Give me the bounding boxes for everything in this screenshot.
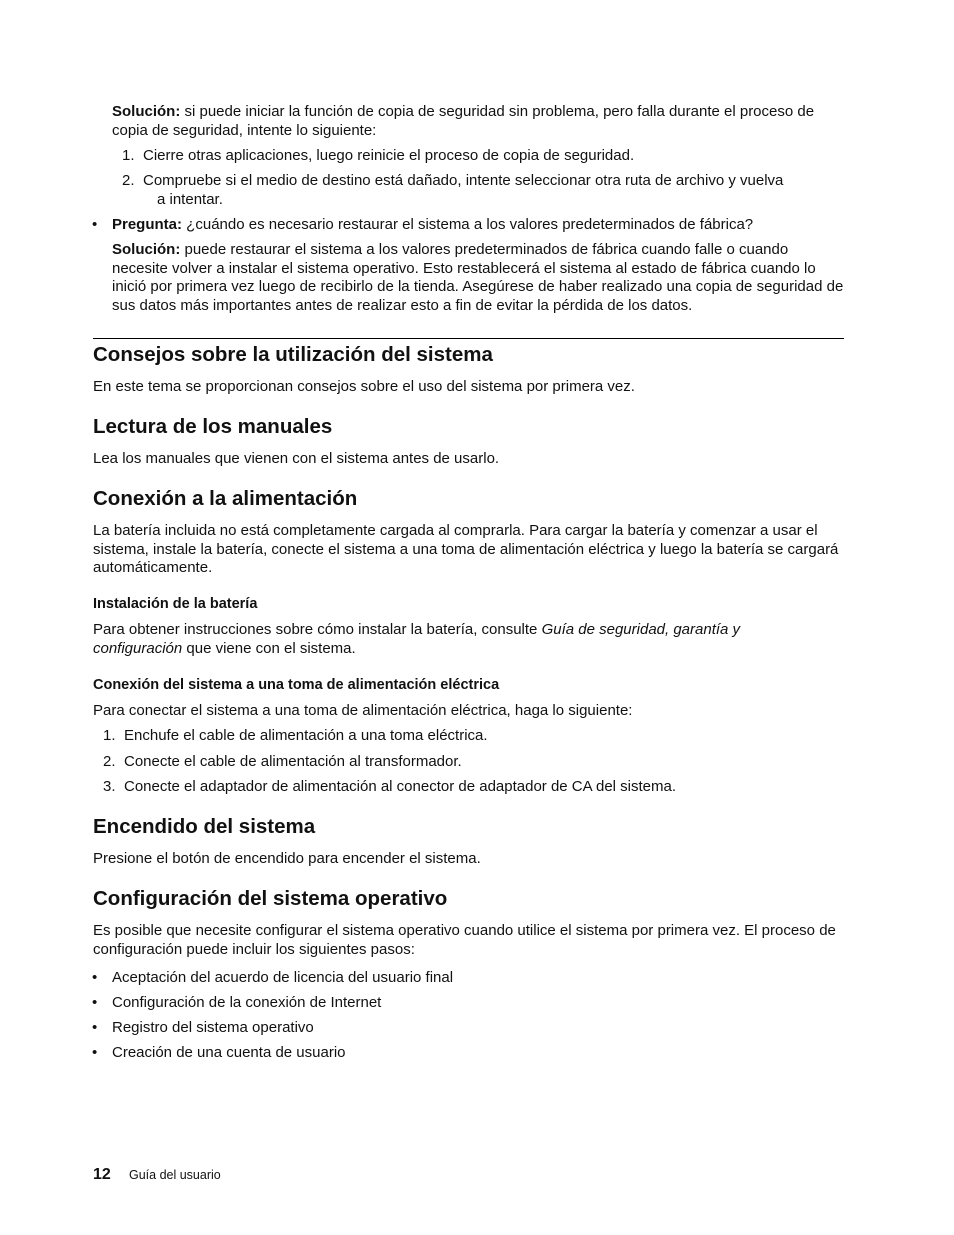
step-text: Enchufe el cable de alimentación a una toma eléctrica. <box>124 727 488 744</box>
toma-text: Para conectar el sistema a una toma de alimentación eléctrica, haga lo siguiente: <box>93 702 633 719</box>
step-number: 2. <box>122 172 135 189</box>
bullet-icon: • <box>92 1019 98 1036</box>
step-number: 3. <box>103 778 116 795</box>
solucion-paragraph-1 <box>112 103 847 140</box>
step-text: Cierre otras aplicaciones, luego reinicie el proceso de copia de seguridad. <box>143 147 635 164</box>
footer-title: Guía del usuario <box>129 1168 221 1182</box>
configuracion-text: Es posible que necesite configurar el sistema operativo cuando utilice el sistema por primera vez. El proceso de configuración puede incluir los siguientes pasos: <box>93 922 836 958</box>
step-text: Conecte el adaptador de alimentación al conector de adaptador de CA del sistema. <box>124 778 677 795</box>
section-title-conexion: Conexión a la alimentación <box>93 487 358 510</box>
bullet-icon: • <box>92 969 98 986</box>
bullet-icon: • <box>92 994 98 1011</box>
instalacion-text <box>93 621 783 658</box>
pregunta-paragraph <box>112 216 753 235</box>
bullet-icon: • <box>92 1044 98 1061</box>
solucion-text: si puede iniciar la función de copia de seguridad sin problema, pero falla durante el proceso de copia de seguridad, intente lo siguiente: <box>112 103 815 139</box>
step-text-continuation: a intentar. <box>157 191 223 208</box>
list-item: Creación de una cuenta de usuario <box>112 1044 346 1061</box>
section-title-encendido: Encendido del sistema <box>93 815 316 838</box>
section-title-lectura: Lectura de los manuales <box>93 415 333 438</box>
consejos-text: En este tema se proporcionan consejos sobre el uso del sistema por primera vez. <box>93 378 635 395</box>
step-text: Compruebe si el medio de destino está dañado, intente seleccionar otra ruta de archivo y vuelva <box>143 172 784 189</box>
section-divider <box>93 338 844 339</box>
page-number: 12 <box>93 1166 111 1183</box>
list-item: Configuración de la conexión de Internet <box>112 994 382 1011</box>
instalacion-text-before: Para obtener instrucciones sobre cómo instalar la batería, consulte <box>93 621 542 638</box>
solucion-label: Solución: <box>112 103 181 120</box>
conexion-text: La batería incluida no está completamente cargada al comprarla. Para cargar la batería y comenzar a usar el sistema, instale la batería, conecte el sistema a una toma de alimentación eléctrica y luego la batería se cargará automáticamente. <box>93 522 839 577</box>
bullet-icon: • <box>92 216 98 233</box>
manual-reference: Guía de seguridad, garantía y configuración <box>93 621 741 657</box>
subsection-title-instalacion: Instalación de la batería <box>93 596 258 612</box>
solucion-label: Solución: <box>112 241 181 258</box>
step-number: 2. <box>103 753 116 770</box>
list-item: Registro del sistema operativo <box>112 1019 314 1036</box>
section-title-consejos: Consejos sobre la utilización del sistema <box>93 343 493 366</box>
lectura-text: Lea los manuales que vienen con el sistema antes de usarlo. <box>93 450 500 467</box>
solucion-text: puede restaurar el sistema a los valores predeterminados de fábrica cuando falle o cuando necesite volver a instalar el sistema operativo. Esto restablecerá el sistema al estado de fábrica cuando lo inició por primera vez luego de recibirlo de la tienda. Asegúrese de haber realizado una copia de seguridad de sus datos más importantes antes de realizar esto a fin de evitar la pérdida de los datos. <box>112 241 844 314</box>
pregunta-label: Pregunta: <box>112 216 183 233</box>
pregunta-text: ¿cuándo es necesario restaurar el sistema a los valores predeterminados de fábrica? <box>182 216 754 233</box>
subsection-title-toma: Conexión del sistema a una toma de alimentación eléctrica <box>93 677 500 693</box>
encendido-text: Presione el botón de encendido para encender el sistema. <box>93 850 481 867</box>
solucion-paragraph-2 <box>112 241 847 315</box>
step-number: 1. <box>122 147 135 164</box>
instalacion-text-after: que viene con el sistema. <box>182 639 356 657</box>
step-number: 1. <box>103 727 116 744</box>
section-title-configuracion: Configuración del sistema operativo <box>93 887 448 910</box>
step-text: Conecte el cable de alimentación al transformador. <box>124 753 462 770</box>
list-item: Aceptación del acuerdo de licencia del usuario final <box>112 969 454 986</box>
